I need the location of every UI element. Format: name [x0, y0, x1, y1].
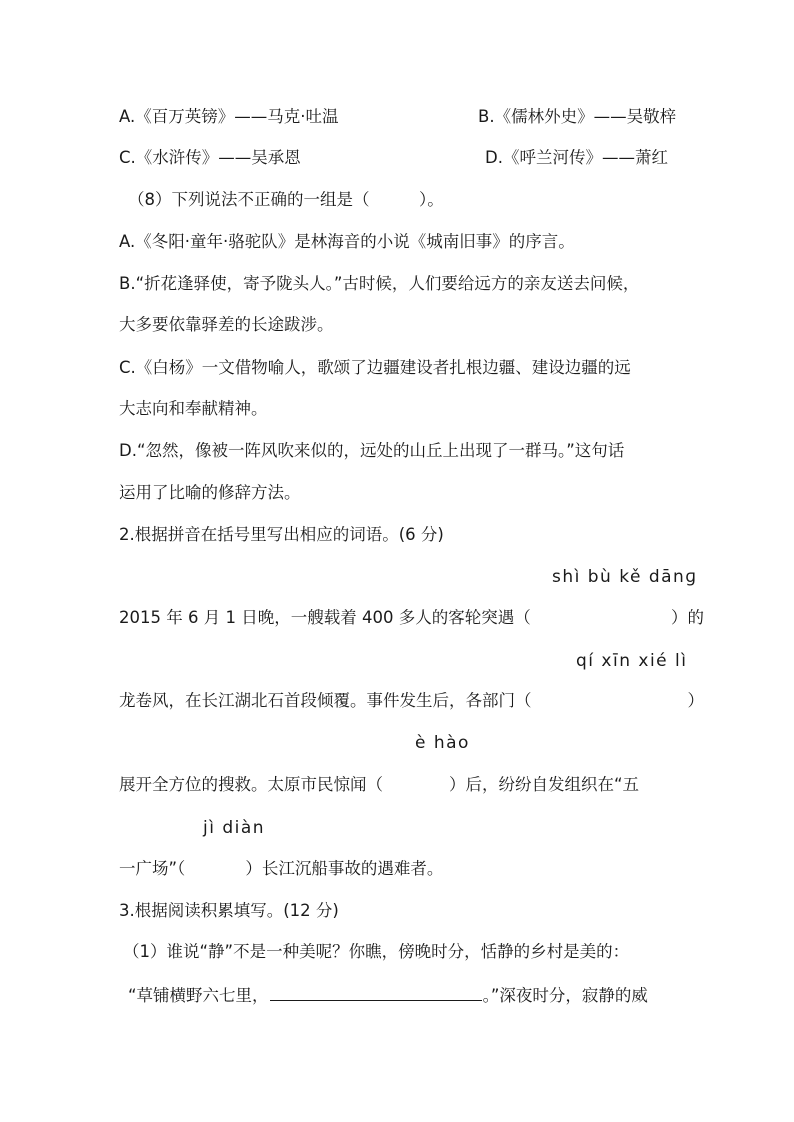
q2-line1-text: 2015 年 6 月 1 日晚，一艘载着 400 多人的客轮突遇（	[119, 608, 531, 627]
q2-line4	[119, 857, 443, 881]
q2-title: 2.根据拼音在括号里写出相应的词语。(6 分)	[119, 525, 444, 544]
q8-option-d-line2: 运用了比喻的修辞方法。	[119, 483, 301, 502]
q3-line2	[128, 982, 648, 1008]
q2-line4-text: 一广场”（	[119, 859, 186, 878]
pinyin-4: jì diàn	[203, 818, 266, 838]
q8-stem: （8）下列说法不正确的一组是（ ）。	[128, 190, 444, 209]
q8-option-b-line1: B.“折花逢驿使，寄予陇头人。”古时候，人们要给远方的亲友送去问候，	[119, 274, 640, 293]
pinyin-1: shì bù kě dānɡ	[552, 567, 698, 587]
q8-option-c-line1: C.《白杨》一文借物喻人，歌颂了边疆建设者扎根边疆、建设边疆的远	[119, 358, 631, 377]
fill-in-underline[interactable]	[270, 982, 482, 1001]
q2-line3	[119, 773, 639, 797]
q3-line2-end: 。”深夜时分，寂静的威	[482, 986, 648, 1005]
q2-line2	[119, 689, 704, 713]
q8-option-c-line2: 大志向和奉献精神。	[119, 399, 268, 418]
q2-line2-end: ）	[687, 691, 704, 710]
q2-line2-text: 龙卷风，在长江湖北石首段倾覆。事件发生后，各部门（	[119, 691, 532, 710]
q3-title: 3.根据阅读积累填写。(12 分)	[119, 901, 339, 920]
option-row-cd	[119, 146, 668, 170]
q8-option-d-line1: D.“忽然，像被一阵风吹来似的，远处的山丘上出现了一群马。”这句话	[119, 441, 625, 460]
option-a: A.《百万英镑》——马克·吐温	[119, 107, 339, 126]
option-b: B.《儒林外史》——吴敬梓	[478, 107, 677, 126]
q8-option-a: A.《冬阳·童年·骆驼队》是林海音的小说《城南旧事》的序言。	[119, 232, 575, 251]
q8-option-b-line2: 大多要依靠驿差的长途跋涉。	[119, 315, 334, 334]
q2-line1-end: ）的	[671, 608, 704, 627]
q2-line4-end: ）长江沉船事故的遇难者。	[245, 859, 444, 878]
q2-line3-end: ）后，纷纷自发组织在“五	[449, 775, 640, 794]
option-row-ab	[119, 105, 677, 129]
pinyin-2: qí xīn xié lì	[576, 651, 688, 671]
q2-line1	[119, 606, 704, 630]
option-d: D.《呼兰河传》——萧红	[485, 148, 668, 167]
q2-line3-text: 展开全方位的搜救。太原市民惊闻（	[119, 775, 383, 794]
q3-line1: （1）谁说“静”不是一种美呢？你瞧，傍晚时分，恬静的乡村是美的：	[123, 942, 630, 961]
pinyin-3: è hào	[415, 733, 470, 753]
q3-line2-text: “草铺横野六七里，	[128, 986, 269, 1005]
option-c: C.《水浒传》——吴承恩	[119, 148, 301, 167]
